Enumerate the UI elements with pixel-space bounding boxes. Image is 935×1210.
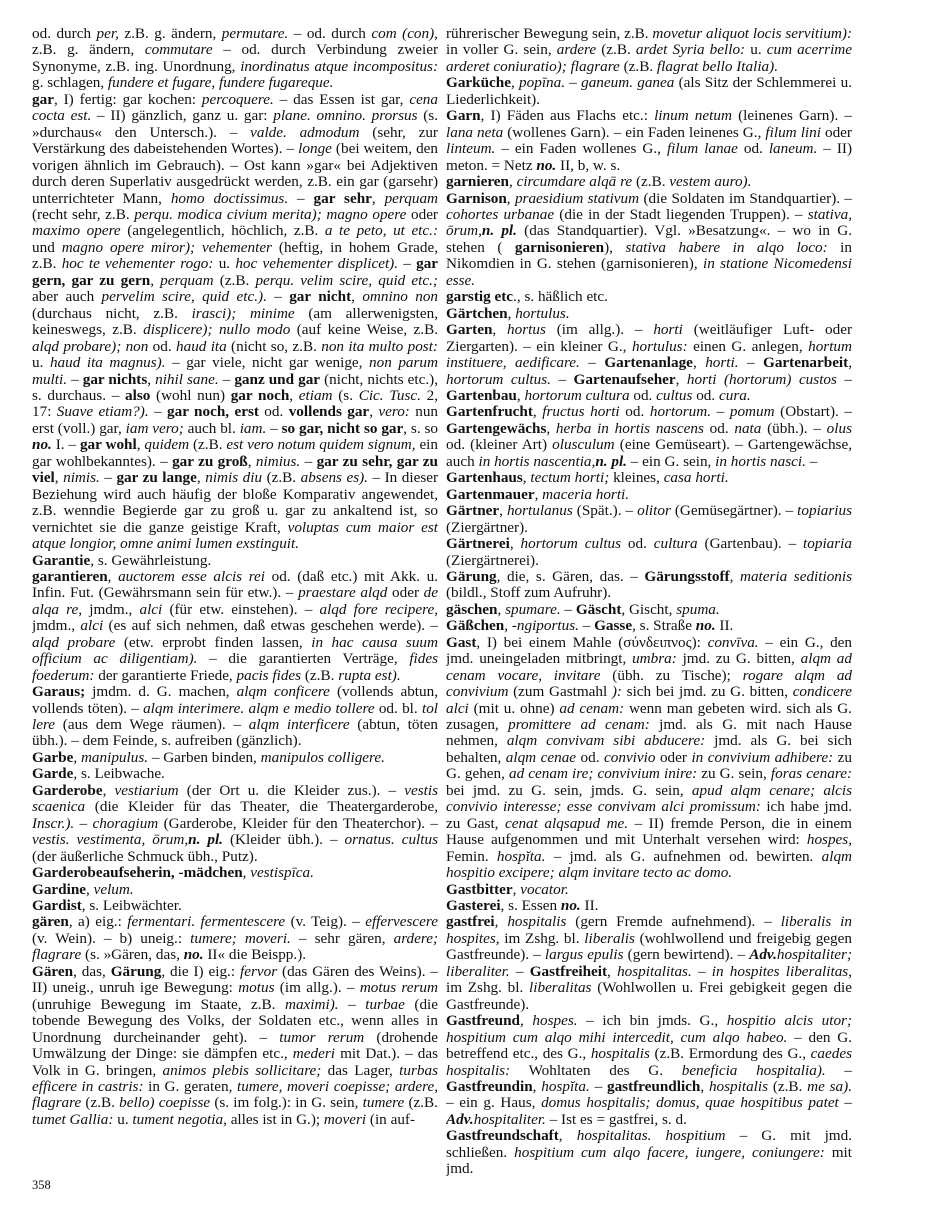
dictionary-entry: Garde, s. Leibwache.	[32, 765, 165, 783]
dictionary-entry: gäschen, spumare. – Gäscht, Gischt, spuma.	[446, 600, 720, 618]
dictionary-entry: Garbe, manipulus. – Garben binden, manipulos colligere.	[32, 748, 385, 766]
dictionary-entry: gären, a) eig.: fermentari. fermentescere (v. Teig). – effervescere (v. Wein). – b) uneig.: tumere; moveri. – sehr gären, ardere; flagrare (s. »Gären, das, no. II« die Beispp.).	[32, 913, 438, 964]
dictionary-entry: gastfrei, hospitalis (gern Fremde aufnehmend). – liberalis in hospites, im Zshg. bl. liberalis (wohlwollend und freigebig gegen Gastfreunde). – largus epulis (gern bewirtend). – Adv.hospitaliter; liberaliter. – Gastfreiheit, hospitalitas. – in hospites liberalitas, im Zshg. bl. liberalitas (Wohlwollen u. Frei gebigkeit gegen die Gastfreunde).	[446, 913, 852, 1013]
dictionary-entry: Gärtchen, hortulus.	[446, 304, 570, 322]
right-column	[446, 26, 852, 1176]
dictionary-entry: Gastfreund, hospes. – ich bin jmds. G., hospitio alcis utor; hospitium cum alqo mihi intercedit, cum alqo habeo. – den G. betreffend etc., des G., hospitalis (z.B. Ermordung des G., caedes hospitalis: Wohltaten des G. beneficia hospitalia). – Gastfreundin, hospĭta. – gastfreundlich, hospitalis (z.B. me sa). – ein g. Haus, domus hospitalis; domus, quae hospitibus patet – Adv.hospitaliter. – Ist es = gastfrei, s. d.	[446, 1012, 852, 1128]
dictionary-entry: Garten, hortus (im allg.). – horti (weitläufiger Luft- oder Ziergarten). – ein kleiner G., hortulus: einen G. anlegen, hortum instituere, aedificare. – Gartenanlage, horti. – Gartenarbeit, hortorum cultus. – Gartenaufseher, horti (hortorum) custos – Gartenbau, hortorum cultura od. cultus od. cura.	[446, 321, 852, 404]
dictionary-entry: gar, I) fertig: gar kochen: percoquere. – das Essen ist gar, cena cocta est. – II) gänzlich, ganz u. gar: plane. omnino. prorsus (s. »durchaus« den Untersch.). – valde. admodum (sehr, zur Verstärkung des dabeistehenden Wortes). – longe (bei weitem, den vorigen ähnlich im Gebrauch). – Ost kann »gar« bei Adjektiven durch deren Superlativ ausgedrückt werden, z.B. ein gar (garsehr) unterrichteter Mann, homo doctissimus. – gar sehr, perquam (recht sehr, z.B. perqu. modica civium merita); magno opere oder maximo opere (angelegentlich, höchlich, z.B. a te peto, ut etc.: und magno opere miror); vehementer (heftig, in hohem Grade, z.B. hoc te vehementer rogo: u. hoc vehementer displicet). – gar gern, gar zu gern, perquam (z.B. perqu. velim scire, quid etc.; aber auch pervelim scire, quid etc.). – gar nicht, omnino non (durchaus nicht, z.B. irasci); minime (am allerwenigsten, keineswegs, z.B. displicere); nullo modo (auf keine Weise, z.B. alqd probare); non od. haud ita (nicht so, z.B. non ita multo post: u. haud ita magnus). – gar viele, nicht gar wenige, non parum multi. – gar nichts, nihil sane. – ganz und gar (nicht, nichts etc.), s. durchaus. – also (wohl nun) gar noch, etiam (s. Cic. Tusc. 2, 17: Suave etiam?). – gar noch, erst od. vollends gar, vero: nun erst (voll.) gar, iam vero; auch bl. iam. – so gar, nicht so gar, s. so no. I. – gar wohl, quidem (z.B. est vero notum quidem signum, ein gar wohlbekanntes). – gar zu groß, nimius. – gar zu sehr, gar zu viel, nimis. – gar zu lange, nimis diu (z.B. absens es). – In dieser Beziehung wird auch häufig der bloße Komparativ angewendet, z.B. wenndie Begierde gar zu groß u. gar zu ankaltend ist, so vernichtet sie die ganze geistige Kraft, voluptas cum maior est atque longior, omne animi lumen exstinguit.	[32, 90, 438, 553]
dictionary-entry: Gärung, die, s. Gären, das. – Gärungsstoff, materia seditionis (bildl., Stoff zum Aufruhr).	[446, 567, 852, 602]
dictionary-entry: Gasterei, s. Essen no. II.	[446, 897, 599, 915]
dictionary-entry: Garderobe, vestiarium (der Ort u. die Kleider zus.). – vestis scaenica (die Kleider für das Theater, die Theatergarderobe, Inscr.). – choragium (Garderobe, Kleider für den Theaterchor). – vestis. vestimenta, ōrum,n. pl. (Kleider übh.). – ornatus. cultus (der äußerliche Schmuck übh., Putz).	[32, 781, 438, 865]
dictionary-entry: Garküche, popīna. – ganeum. ganea (als Sitz der Schlemmerei u. Liederlichkeit).	[446, 74, 852, 108]
dictionary-entry: garstig etc., s. häßlich etc.	[446, 288, 608, 306]
dictionary-entry: Gärtnerei, hortorum cultus od. cultura (Gartenbau). – topiaria (Ziergärtnerei).	[446, 535, 852, 569]
dictionary-entry: Garaus; jmdm. d. G. machen, alqm conficere (vollends abtun, vollends töten). – alqm interimere. alqm e medio tollere od. bl. tol lere (aus dem Wege räumen). – alqm interficere (abtun, töten übh.). – dem Feinde, s. aufreiben (gänzlich).	[32, 683, 438, 750]
dictionary-entry: Garderobeaufseherin, -mädchen, vestispīca.	[32, 864, 314, 882]
dictionary-entry: Gardist, s. Leibwächter.	[32, 897, 182, 915]
page-number: 358	[32, 1178, 51, 1192]
dictionary-entry: Gastfreundschaft, hospitalitas. hospitium – G. mit jmd. schließen. hospitium cum alqo facere, iungere, coniungere: mit jmd.	[446, 1127, 852, 1176]
dictionary-entry: Garn, I) Fäden aus Flachs etc.: linum netum (leinenes Garn). – lana neta (wollenes Garn). – ein Faden leinenes G., filum lini oder linteum. – ein Faden wollenes G., filum lanae od. laneum. – II) meton. = Netz no. II, b, w. s.	[446, 107, 852, 174]
dictionary-entry: Gastbitter, vocator.	[446, 880, 569, 898]
dictionary-entry: Gären, das, Gärung, die I) eig.: fervor (das Gären des Weins). – II) uneig., unruh ige Bewegung: motus (im allg.). – motus rerum (unruhige Bewegung im Staate, z.B. maximi). – turbae (die tobende Bewegung des Volks, der Soldaten etc., wenn alles in Unordnung durcheinander geht). – tumor rerum (drohende Umwälzung der Dinge: sie dämpfen etc., mederi mit Dat.). – das Volk in G. bringen, animos plebis sollicitare; das Lager, turbas efficere in castris: in G. geraten, tumere, moveri coepisse; ardere, flagrare (z.B. bello) coepisse (s. im folg.): in G. sein, tumere (z.B. tumet Gallia: u. tument negotia, alles ist in G.); moveri (in auf-	[32, 962, 438, 1128]
dictionary-entry: Gast, I) bei einem Mahle (σύνδειπνος): convīva. – ein G., den jmd. uneingeladen mitbringt, umbra: jmd. zu G. bitten, alqm ad cenam vocare, invitare (übh. zu Tische); rogare alqm ad convivium (zum Gastmahl ): sich bei jmd. zu G. bitten, condicere alci (mit u. ohne) ad cenam: wenn man gebeten wird. sich als G. zusagen, promittere ad cenam: jmd. als G. mit nach Hause nehmen, alqm convivam sibi abducere: jmd. als G. bei sich behalten, alqm cenae od. convivio oder in convivium adhibere: zu G. gehen, ad cenam ire; convivium inire: zu G. sein, foras cenare: bei jmd. zu G. sein, jmds. G. sein, apud alqm cenare; alcis convivio interesse; esse convivam alci promissum: ich habe jmd. zu Gast, cenat alqsapud me. – II) fremde Person, die in einem Hause aufgenommen und mit Unterhalt versehen wird: hospes, Femin. hospĭta. – jmd. als G. aufnehmen od. bewirten. alqm hospitio excipere; alqm invitare tecto ac domo.	[446, 633, 852, 882]
dictionary-entry: Gäßchen, -ngiportus. – Gasse, s. Straße no. II.	[446, 617, 734, 635]
dictionary-entry: rührerischer Bewegung sein, z.B. movetur aliquot locis servitium): in voller G. sein, ardere (z.B. ardet Syria bello: u. cum acerrime arderet coniuratio); flagrare (z.B. flagrat bello Italia).	[446, 26, 852, 75]
dictionary-entry: Gartenmauer, maceria horti.	[446, 485, 630, 503]
dictionary-entry: Gartenfrucht, fructus horti od. hortorum. – pomum (Obstart). – Gartengewächs, herba in hortis nascens od. nata (übh.). – olus od. (kleiner Art) olusculum (eine Gemüseart). – Gartengewächse, auch in hortis nascentia,n. pl. – ein G. sein, in hortis nasci. –	[446, 403, 852, 470]
dictionary-entry: od. durch per, z.B. g. ändern, permutare. – od. durch com (con), z.B. g. ändern, commutare – od. durch Verbindung zweier Synonyme, z.B. ing. Unordnung, inordinatus atque incompositus: g. schlagen, fundere et fugare, fundere fugareque.	[32, 26, 438, 92]
dictionary-entry: garantieren, auctorem esse alcis rei od. (daß etc.) mit Akk. u. Infin. Fut. (Gewährsmann sein für etw.). – praestare alqd oder de alqa re, jmdm., alci (für etw. einstehen). – alqd fore recipere, jmdm., alci (es auf sich nehmen, daß etwas geschehen werde). – alqd probare (etw. erprobt finden lassen, in hac causa suum officium ac diligentiam). – die garantierten Verträge, fides foederum: der garantierte Friede, pacis fides (z.B. rupta est).	[32, 567, 438, 684]
dictionary-entry: Gardine, velum.	[32, 880, 134, 898]
dictionary-entry: Garnison, praesidium stativum (die Soldaten im Standquartier). – cohortes urbanae (die in der Stadt liegenden Truppen). – stativa, ōrum,n. pl. (das Standquartier). Vgl. »Besatzung«. – wo in G. stehen ( garnisonieren), stativa habere in alqo loco: in Nikomdien in G. stehen (garnisonieren), in statione Nicomedensi esse.	[446, 189, 852, 289]
dictionary-entry: Garantie, s. Gewährleistung.	[32, 551, 212, 569]
dictionary-entry: Gärtner, hortulanus (Spät.). – olitor (Gemüsegärtner). – topiarius (Ziergärtner).	[446, 502, 852, 536]
dictionary-entry: Gartenhaus, tectum horti; kleines, casa horti.	[446, 469, 729, 487]
left-column	[32, 26, 438, 1176]
dictionary-entry: garnieren, circumdare alqā re (z.B. vestem auro).	[446, 173, 752, 191]
